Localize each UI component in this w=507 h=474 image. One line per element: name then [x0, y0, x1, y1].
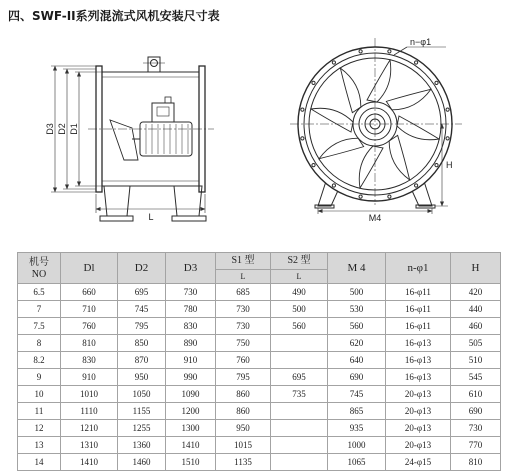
- cell-holes: 16-φ13: [386, 352, 451, 369]
- cell-holes: 20-φ13: [386, 437, 451, 454]
- cell-h: 770: [451, 437, 501, 454]
- cell-s2: 560: [271, 318, 328, 335]
- cell-m4: 500: [328, 284, 386, 301]
- cell-d1: 910: [61, 369, 118, 386]
- cell-holes: 16-φ11: [386, 301, 451, 318]
- cell-d2: 745: [118, 301, 166, 318]
- cell-holes: 24-φ15: [386, 454, 451, 471]
- table-body: [18, 284, 501, 471]
- cell-d2: 850: [118, 335, 166, 352]
- cell-holes: 20-φ13: [386, 403, 451, 420]
- cell-s1: 685: [216, 284, 271, 301]
- cell-m4: 1065: [328, 454, 386, 471]
- cell-s1: 1135: [216, 454, 271, 471]
- cell-d3: 1510: [166, 454, 216, 471]
- cell-no: 10: [18, 386, 61, 403]
- table-row: [18, 386, 501, 403]
- side-view: [88, 57, 214, 221]
- cell-d2: 795: [118, 318, 166, 335]
- cell-no: 12: [18, 420, 61, 437]
- header-s1-type: S1 型: [216, 253, 271, 270]
- header-machine-no-en: NO: [31, 268, 47, 280]
- motor: [132, 97, 192, 156]
- cell-d2: 695: [118, 284, 166, 301]
- dim-label-d1: D1: [69, 123, 79, 135]
- cell-d3: 730: [166, 284, 216, 301]
- table-row: [18, 454, 501, 471]
- cell-d3: 890: [166, 335, 216, 352]
- cell-no: 9: [18, 369, 61, 386]
- header-h: H: [451, 253, 501, 284]
- cell-s2: 490: [271, 284, 328, 301]
- cell-d1: 1210: [61, 420, 118, 437]
- cell-no: 6.5: [18, 284, 61, 301]
- table-row: [18, 301, 501, 318]
- cell-h: 545: [451, 369, 501, 386]
- cell-holes: 20-φ13: [386, 420, 451, 437]
- cell-no: 7.5: [18, 318, 61, 335]
- cell-d1: 1410: [61, 454, 118, 471]
- header-holes: n-φ1: [386, 253, 451, 284]
- cell-s1: 760: [216, 352, 271, 369]
- dim-label-m4: M4: [368, 213, 382, 223]
- cell-h: 505: [451, 335, 501, 352]
- table-row: [18, 284, 501, 301]
- left-base-plate: [100, 216, 133, 221]
- cell-d2: 870: [118, 352, 166, 369]
- cell-no: 8: [18, 335, 61, 352]
- cell-no: 13: [18, 437, 61, 454]
- header-d1: Dl: [61, 253, 118, 284]
- header-d3: D3: [166, 253, 216, 284]
- cell-s2: [271, 454, 328, 471]
- cell-d1: 1110: [61, 403, 118, 420]
- cell-d3: 990: [166, 369, 216, 386]
- cell-m4: 640: [328, 352, 386, 369]
- cell-d1: 760: [61, 318, 118, 335]
- table-row: [18, 352, 501, 369]
- table-row: [18, 318, 501, 335]
- cell-s2: [271, 403, 328, 420]
- side-dimension-labels: [45, 123, 154, 222]
- cell-m4: 865: [328, 403, 386, 420]
- cell-m4: 690: [328, 369, 386, 386]
- cell-m4: 620: [328, 335, 386, 352]
- cell-s1: 730: [216, 301, 271, 318]
- cell-s1: 730: [216, 318, 271, 335]
- cell-d1: 1310: [61, 437, 118, 454]
- cell-d3: 780: [166, 301, 216, 318]
- table-row: [18, 335, 501, 352]
- junction-box-cover: [157, 107, 169, 116]
- cell-d3: 1090: [166, 386, 216, 403]
- cell-h: 730: [451, 420, 501, 437]
- cell-h: 460: [451, 318, 501, 335]
- cell-d2: 950: [118, 369, 166, 386]
- cell-m4: 745: [328, 386, 386, 403]
- cell-holes: 16-φ11: [386, 284, 451, 301]
- motor-fins: [146, 124, 188, 154]
- cell-no: 7: [18, 301, 61, 318]
- header-s2-type: S2 型: [271, 253, 328, 270]
- cell-d3: 1410: [166, 437, 216, 454]
- cell-h: 610: [451, 386, 501, 403]
- table-header: [18, 253, 501, 284]
- cell-h: 810: [451, 454, 501, 471]
- cell-h: 690: [451, 403, 501, 420]
- cell-holes: 20-φ13: [386, 386, 451, 403]
- cell-s1: 860: [216, 386, 271, 403]
- cell-m4: 935: [328, 420, 386, 437]
- table-row: [18, 369, 501, 386]
- cell-s2: [271, 352, 328, 369]
- header-d2: D2: [118, 253, 166, 284]
- cell-s2: 735: [271, 386, 328, 403]
- cell-d2: 1155: [118, 403, 166, 420]
- dim-label-d3: D3: [45, 123, 55, 135]
- cell-h: 440: [451, 301, 501, 318]
- cell-no: 14: [18, 454, 61, 471]
- header-m4: M 4: [328, 253, 386, 284]
- cell-s1: 1015: [216, 437, 271, 454]
- top-terminal: [143, 57, 165, 72]
- header-row: [18, 253, 501, 270]
- dimension-table: [17, 252, 501, 471]
- cell-s2: 695: [271, 369, 328, 386]
- cell-no: 8.2: [18, 352, 61, 369]
- right-base-plate: [172, 216, 206, 221]
- cell-m4: 530: [328, 301, 386, 318]
- cell-d3: 1300: [166, 420, 216, 437]
- cell-holes: 16-φ11: [386, 318, 451, 335]
- cell-d1: 710: [61, 301, 118, 318]
- motor-support-cone: [110, 120, 138, 160]
- cable-gland: [165, 97, 171, 103]
- header-machine-no-cn: 机号: [29, 256, 49, 268]
- table-row: [18, 420, 501, 437]
- front-extension-lines: [318, 206, 448, 214]
- header-s1-length: L: [216, 270, 271, 284]
- cell-d2: 1255: [118, 420, 166, 437]
- cell-s2: [271, 437, 328, 454]
- cell-s2: 500: [271, 301, 328, 318]
- cell-no: 11: [18, 403, 61, 420]
- cell-s2: [271, 335, 328, 352]
- dim-label-h: H: [446, 160, 453, 170]
- cell-holes: 16-φ13: [386, 369, 451, 386]
- cell-d1: 660: [61, 284, 118, 301]
- dim-label-d2: D2: [57, 123, 67, 135]
- front-view: [290, 38, 462, 208]
- cell-d2: 1460: [118, 454, 166, 471]
- cell-s1: 795: [216, 369, 271, 386]
- header-s2-length: L: [271, 270, 328, 284]
- cell-d1: 1010: [61, 386, 118, 403]
- table-row: [18, 437, 501, 454]
- cell-h: 510: [451, 352, 501, 369]
- cell-m4: 1000: [328, 437, 386, 454]
- cell-d3: 830: [166, 318, 216, 335]
- left-foot: [104, 186, 130, 216]
- cell-h: 420: [451, 284, 501, 301]
- cell-d2: 1360: [118, 437, 166, 454]
- cell-s1: 860: [216, 403, 271, 420]
- cell-s1: 750: [216, 335, 271, 352]
- cell-s2: [271, 420, 328, 437]
- page-title: 四、SWF-II系列混流式风机安装尺寸表: [8, 9, 220, 23]
- header-machine-no: [18, 253, 61, 284]
- junction-box: [152, 103, 174, 122]
- cell-d2: 1050: [118, 386, 166, 403]
- dim-label-holes: n−φ1: [410, 37, 432, 47]
- right-foot: [174, 186, 202, 216]
- cell-d3: 1200: [166, 403, 216, 420]
- cell-d3: 910: [166, 352, 216, 369]
- cell-holes: 16-φ13: [386, 335, 451, 352]
- table-row: [18, 403, 501, 420]
- cell-s1: 950: [216, 420, 271, 437]
- cell-d1: 830: [61, 352, 118, 369]
- cell-m4: 560: [328, 318, 386, 335]
- cell-d1: 810: [61, 335, 118, 352]
- motor-body: [140, 122, 192, 156]
- dim-label-l: L: [148, 212, 154, 222]
